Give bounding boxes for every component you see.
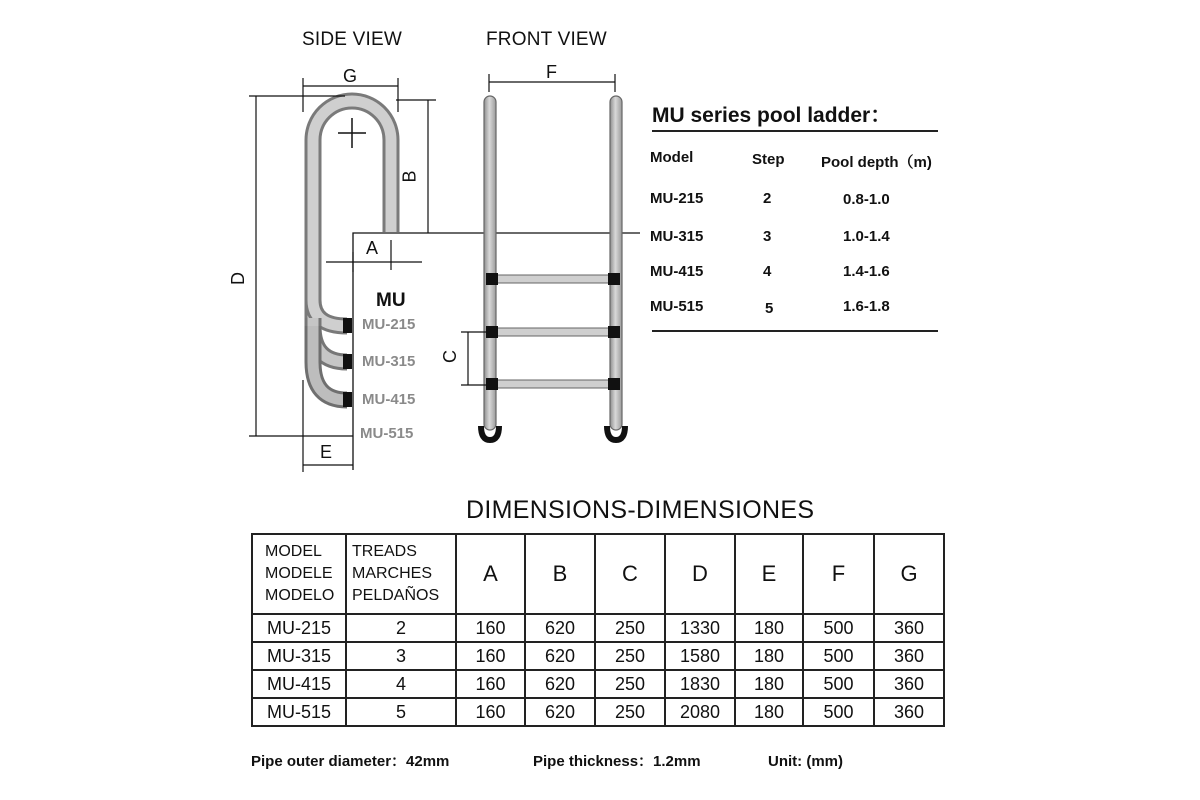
front-tread-3: [494, 380, 612, 388]
dim-label-c: C: [440, 350, 460, 363]
cell-model: MU-415: [252, 670, 346, 698]
side-step-clamp-3: [343, 392, 352, 407]
spec-header-model: Model: [650, 149, 694, 166]
cell-value-e: 180: [735, 642, 803, 670]
front-view-title: FRONT VIEW: [486, 29, 607, 50]
side-model-label-215: MU-215: [362, 316, 416, 333]
dim-label-b: B: [399, 170, 420, 183]
cell-value-d: 1330: [665, 614, 735, 642]
spec-header-depth: Pool depth（m): [821, 154, 932, 171]
cell-value-a: 160: [456, 614, 525, 642]
spec-row-3-model: MU-415: [650, 263, 704, 280]
table-row: [252, 642, 944, 670]
cell-value-f: 500: [803, 642, 874, 670]
dim-label-g: G: [343, 66, 358, 86]
cell-value-a: 160: [456, 670, 525, 698]
header-treads-en: TREADS: [352, 543, 417, 560]
spec-top-rule: [652, 130, 938, 132]
spec-row-3-step: 4: [763, 263, 772, 280]
header-model-en: MODEL: [265, 543, 322, 560]
spec-row-1-step: 2: [763, 190, 772, 207]
cell-value-c: 250: [595, 614, 665, 642]
cell-value-e: 180: [735, 614, 803, 642]
cell-value-a: 160: [456, 642, 525, 670]
cell-model: MU-315: [252, 642, 346, 670]
cell-value-a: 160: [456, 698, 525, 726]
spec-row-2-model: MU-315: [650, 228, 704, 245]
side-series-label: MU: [376, 290, 406, 311]
front-tread-1: [494, 275, 612, 283]
dimensions-table: [251, 533, 945, 727]
dimensions-header-row: [252, 534, 944, 614]
cell-treads: 5: [346, 698, 456, 726]
cell-value-d: 1580: [665, 642, 735, 670]
side-model-label-315: MU-315: [362, 353, 416, 370]
header-f: F: [803, 534, 874, 614]
dim-label-d: D: [228, 272, 248, 285]
header-d: D: [665, 534, 735, 614]
header-model-es: MODELO: [265, 587, 335, 604]
cell-value-e: 180: [735, 670, 803, 698]
spec-row-2-step: 3: [763, 228, 772, 245]
front-view-drawing: [461, 74, 625, 440]
header-e: E: [735, 534, 803, 614]
cell-treads: 3: [346, 642, 456, 670]
cell-value-d: 2080: [665, 698, 735, 726]
cell-model: MU-515: [252, 698, 346, 726]
cell-value-c: 250: [595, 698, 665, 726]
spec-row-3-depth: 1.4-1.6: [843, 263, 890, 280]
cell-value-b: 620: [525, 698, 595, 726]
table-row: [252, 698, 944, 726]
header-treads-es: PELDAÑOS: [352, 587, 440, 604]
side-step-clamp-1: [343, 318, 352, 333]
cell-value-f: 500: [803, 614, 874, 642]
cell-treads: 4: [346, 670, 456, 698]
header-c: C: [595, 534, 665, 614]
spec-bottom-rule: [652, 330, 938, 332]
header-model: [252, 534, 346, 614]
cell-value-f: 500: [803, 698, 874, 726]
spec-row-1-depth: 0.8-1.0: [843, 191, 890, 208]
dim-label-f: F: [546, 62, 557, 82]
cell-treads: 2: [346, 614, 456, 642]
table-row: [252, 670, 944, 698]
side-step-clamp-2: [343, 354, 352, 369]
header-g: G: [874, 534, 944, 614]
cell-value-b: 620: [525, 670, 595, 698]
cell-value-c: 250: [595, 642, 665, 670]
pipe-thickness-note: Pipe thickness：1.2mm: [533, 753, 701, 770]
spec-header-step: Step: [752, 151, 785, 168]
cell-value-f: 500: [803, 670, 874, 698]
spec-row-4-step: 5: [765, 300, 774, 317]
side-view-title: SIDE VIEW: [302, 29, 402, 50]
dim-label-a: A: [366, 238, 379, 258]
header-model-fr: MODELE: [265, 565, 333, 582]
cell-model: MU-215: [252, 614, 346, 642]
cell-value-b: 620: [525, 614, 595, 642]
spec-row-4-depth: 1.6-1.8: [843, 298, 890, 315]
front-tread-2: [494, 328, 612, 336]
spec-row-4-model: MU-515: [650, 298, 704, 315]
cell-value-g: 360: [874, 614, 944, 642]
pipe-diameter-note: Pipe outer diameter：42mm: [251, 753, 450, 770]
header-treads: [346, 534, 456, 614]
cell-value-c: 250: [595, 670, 665, 698]
cell-value-g: 360: [874, 698, 944, 726]
unit-note: Unit: (mm): [768, 753, 843, 770]
spec-table-title: MU series pool ladder：: [652, 104, 892, 127]
spec-row-1-model: MU-215: [650, 190, 704, 207]
header-treads-fr: MARCHES: [352, 565, 433, 582]
cell-value-b: 620: [525, 642, 595, 670]
side-model-label-415: MU-415: [362, 391, 416, 408]
header-b: B: [525, 534, 595, 614]
spec-row-2-depth: 1.0-1.4: [843, 228, 890, 245]
cell-value-e: 180: [735, 698, 803, 726]
header-a: A: [456, 534, 525, 614]
cell-value-g: 360: [874, 642, 944, 670]
table-row: [252, 614, 944, 642]
dimensions-title: DIMENSIONS-DIMENSIONES: [466, 496, 815, 524]
dim-label-e: E: [320, 442, 333, 462]
side-model-label-515: MU-515: [360, 425, 414, 442]
cell-value-d: 1830: [665, 670, 735, 698]
cell-value-g: 360: [874, 670, 944, 698]
